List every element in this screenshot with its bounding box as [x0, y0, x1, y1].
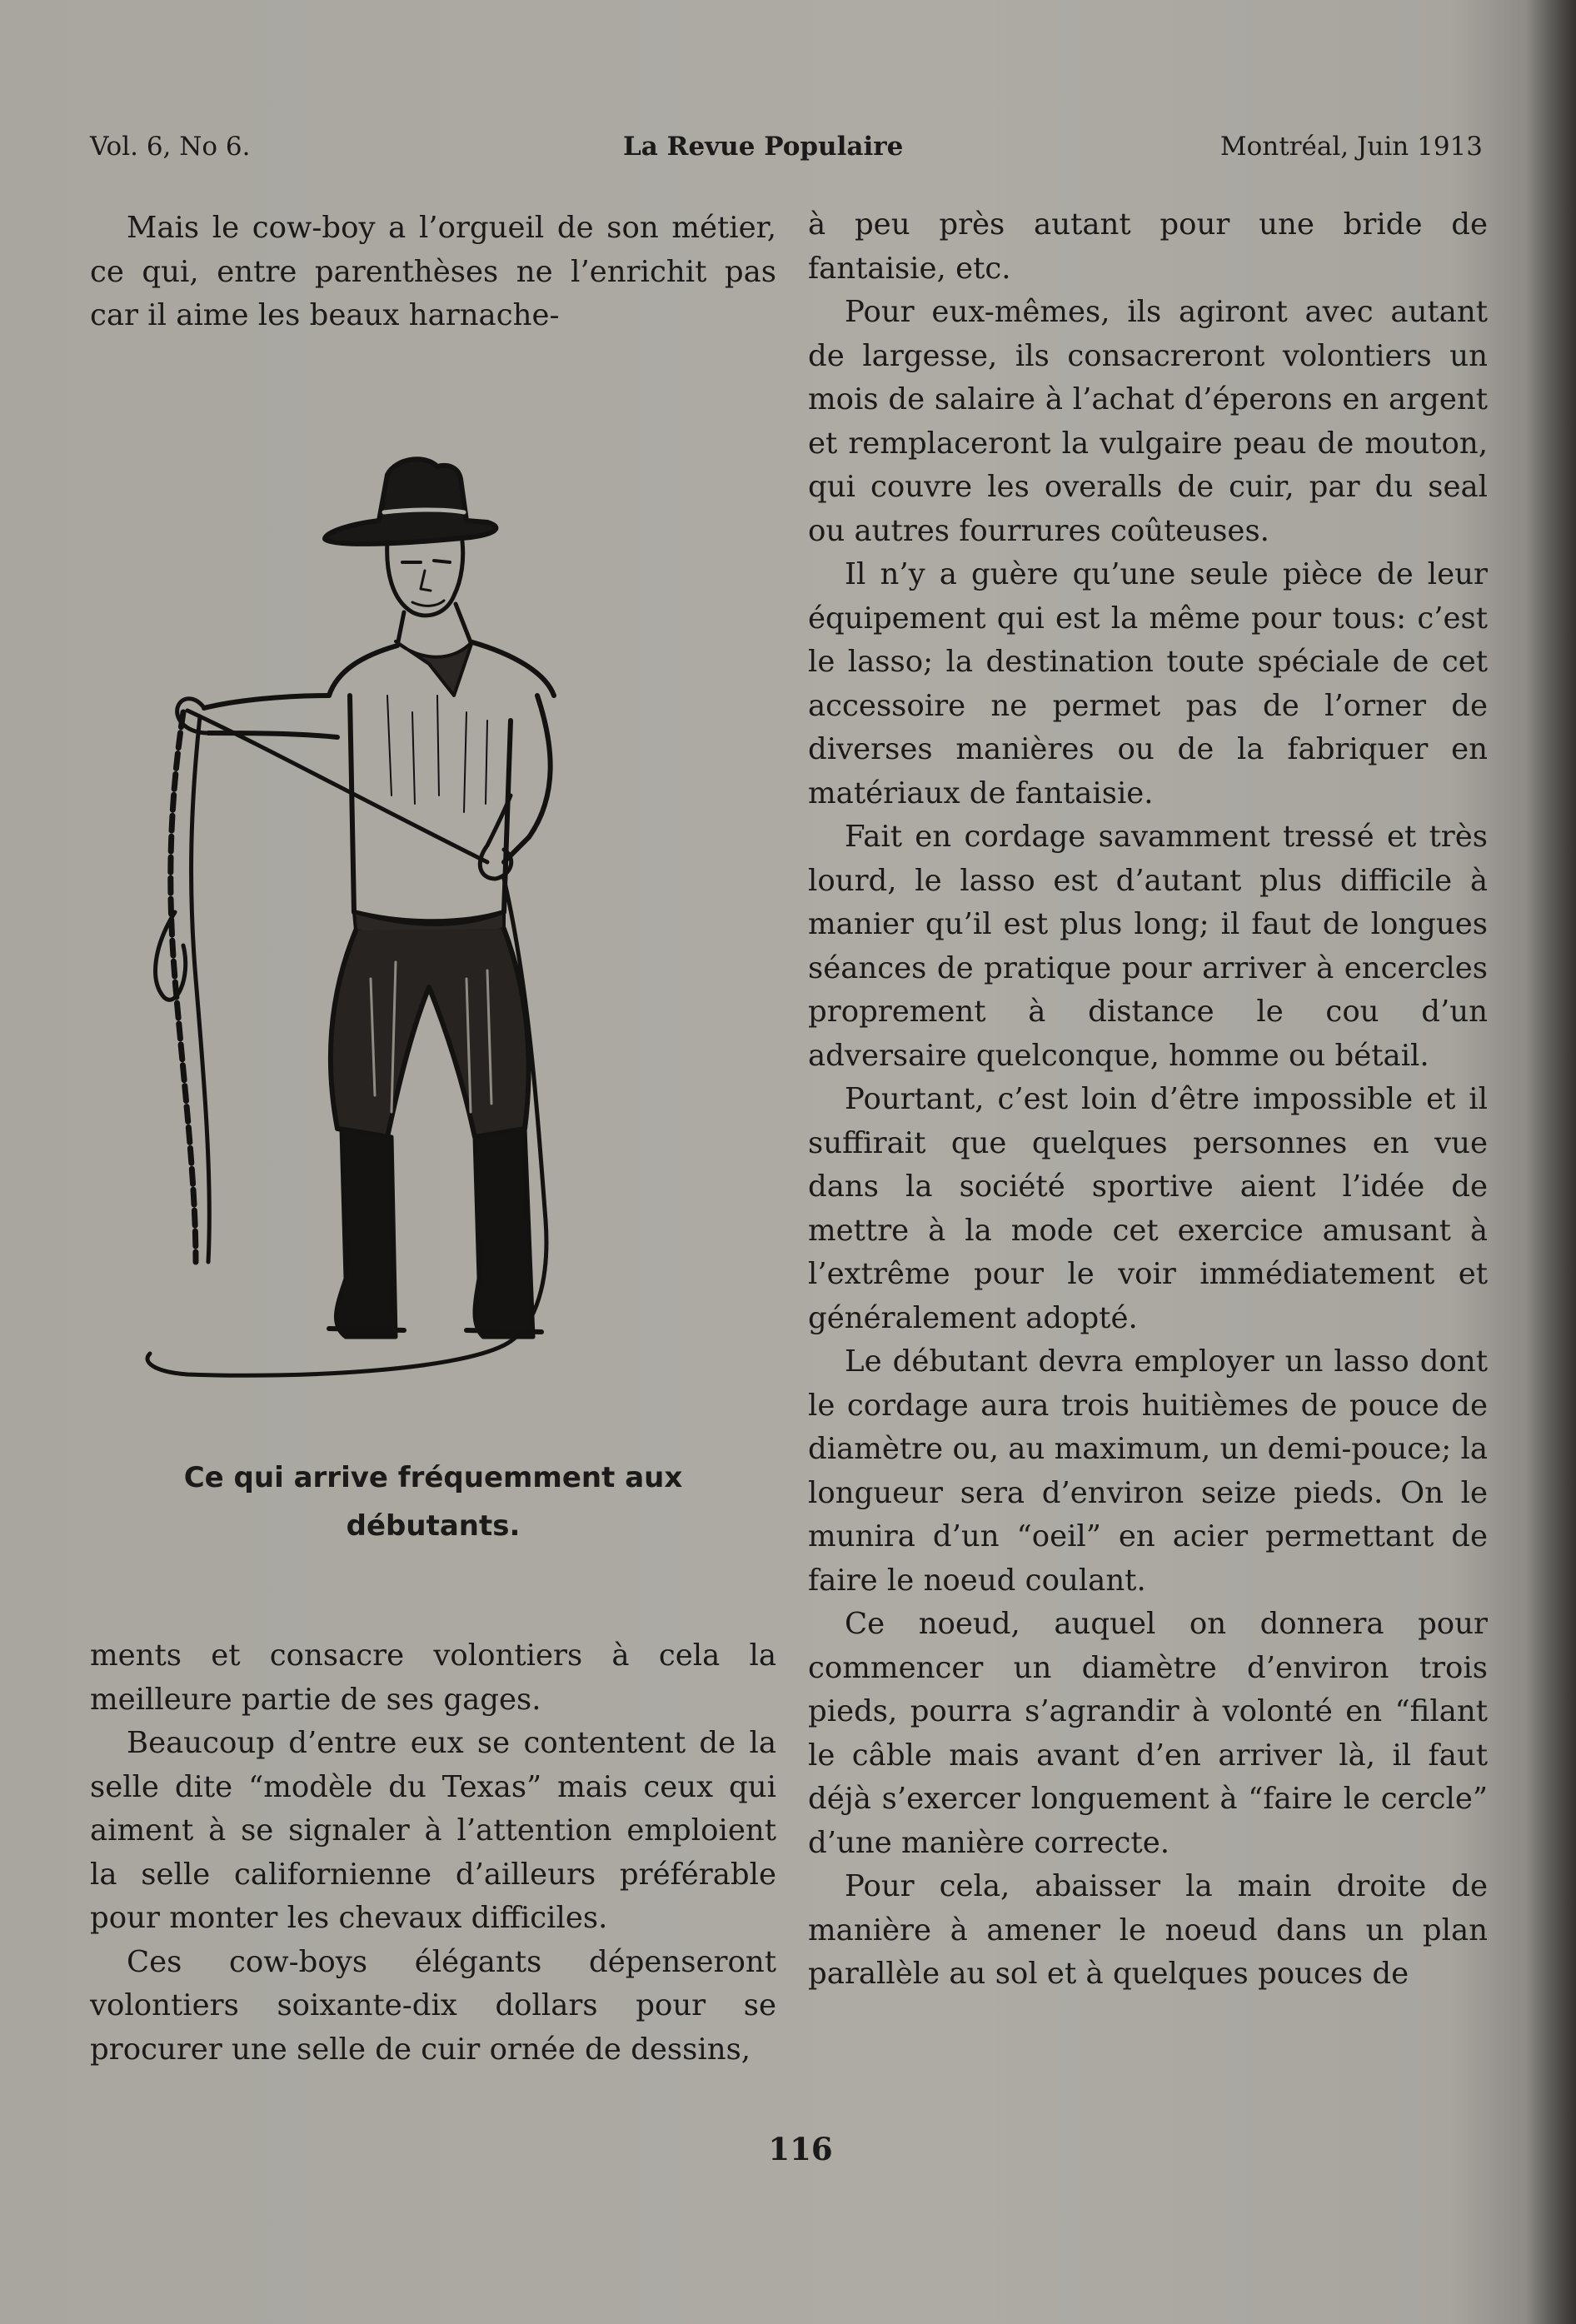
header-place-date: Montréal, Juin 1913 [1219, 132, 1483, 162]
paragraph: Il n’y a guère qu’une seule pièce de leur équipement qui est la même pour tous: c’est le lasso; la destination toute spéciale de cet accessoire ne permet pas de l’orner de diverses manières ou de la fabriquer en matériaux de fantaisie. [808, 557, 1488, 810]
illustration-caption: Ce qui arrive fréquemment aux débutants. [183, 1461, 683, 1543]
paragraph: à peu près autant pour une bride de fantaisie, etc. [808, 207, 1488, 286]
header-volume: Vol. 6, No 6. [90, 132, 251, 162]
paragraph: ments et consacre volontiers à cela la meilleure partie de ses gages. [90, 1638, 776, 1717]
paragraph: Fait en cordage savamment tressé et très lourd, le lasso est d’autant plus difficile à manier qu’il est plus long; il faut de longues séances de pratique pour arriver à encercles proprement à distance le cou d’un adversaire quelconque, homme ou bétail. [808, 820, 1488, 1073]
paragraph: Pourtant, c’est loin d’être impossible et il suffirait que quelques personnes en vue dans la société sportive aient l’idée de mettre à la mode cet exercice amusant à l’extrême pour le voir immédiatement et généralement adopté. [808, 1082, 1488, 1335]
paragraph: Ces cow-boys élégants dépenseront volontiers soixante-dix dollars pour se procurer une selle de cuir ornée de dessins, [90, 1944, 776, 2067]
page-number: 116 [768, 2131, 833, 2167]
left-column-bottom [90, 1634, 776, 2072]
paragraph: Mais le cow-boy a l’orgueil de son métier, ce qui, entre parenthèses ne l’enrichit pas car il aime les beaux harnache- [90, 211, 776, 332]
paragraph: Ce noeud, auquel on donnera pour commencer un diamètre d’environ trois pieds, pourra s’agrandir à volonté en “filant le câble mais avant d’en arriver là, il faut déjà s’exercer longuement à “faire le cercle” d’une manière correcte. [808, 1607, 1488, 1860]
cowboy-with-lasso-illustration [137, 446, 741, 1454]
running-header [90, 132, 1483, 173]
header-publication-title: La Revue Populaire [623, 132, 904, 162]
paragraph: Beaucoup d’entre eux se contentent de la selle dite “modèle du Texas” mais ceux qui aiment à se signaler à l’attention emploient la selle californienne d’ailleurs préférable pour monter les chevaux difficiles. [90, 1726, 776, 1935]
page-spine-shadow [1526, 0, 1576, 2324]
paragraph: Pour cela, abaisser la main droite de manière à amener le noeud dans un plan parallèle au sol et à quelques pouces de [808, 1869, 1488, 1991]
paragraph: Pour eux-mêmes, ils agiront avec autant de largesse, ils consacreront volontiers un mois de salaire à l’achat d’éperons en argent et remplaceront la vulgaire peau de mouton, qui couvre les overalls de cuir, par du seal ou autres fourrures coûteuses. [808, 295, 1488, 548]
paragraph: Le débutant devra employer un lasso dont le cordage aura trois huitièmes de pouce de diamètre ou, au maximum, un demi-pouce; la longueur sera d’environ seize pieds. On le munira d’un “oeil” en acier permettant de faire le noeud coulant. [808, 1344, 1488, 1598]
left-column-top [90, 207, 776, 338]
right-column [808, 203, 1488, 1997]
